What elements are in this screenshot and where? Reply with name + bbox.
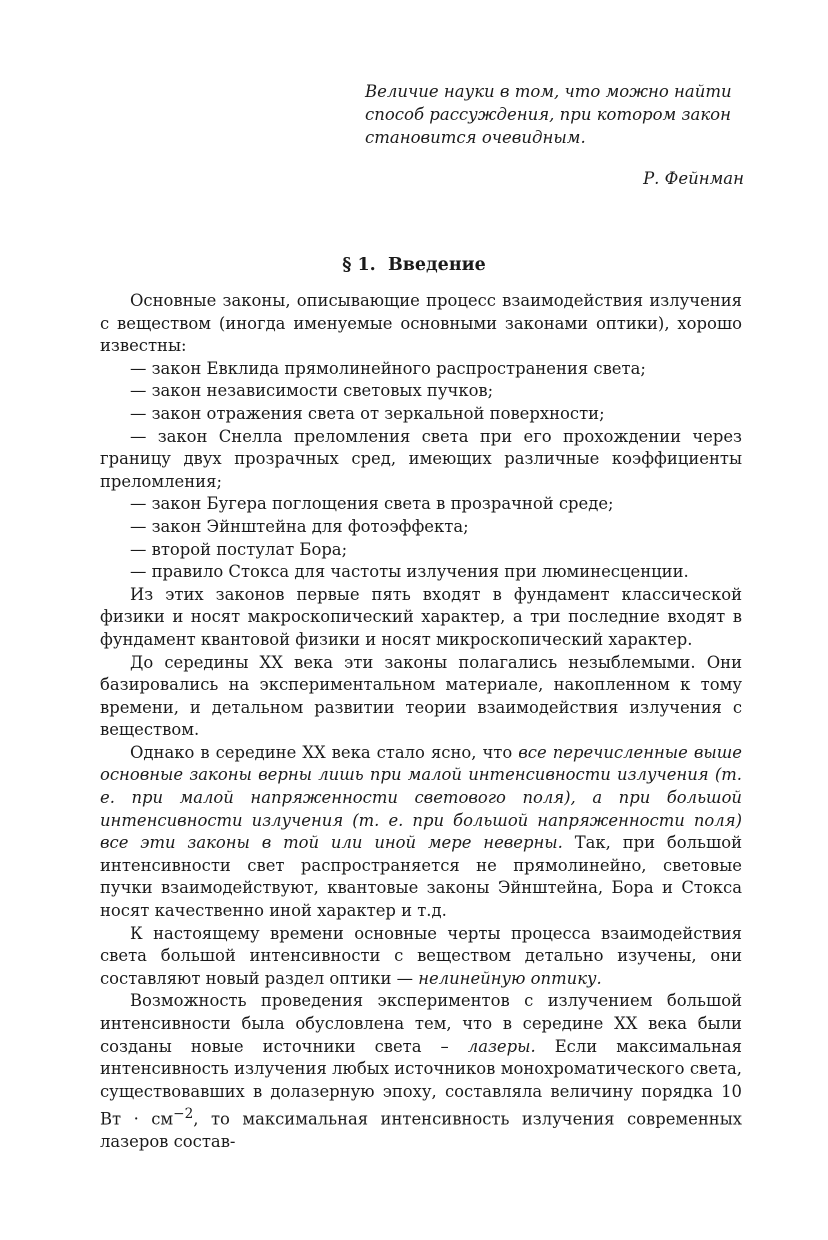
paragraph: [100, 923, 742, 991]
list-item: — правило Стокса для частоты излучения при люминесценции.: [130, 562, 689, 582]
list-item: — закон независимости световых пучков;: [130, 381, 494, 401]
list-item: — закон Снелла преломления света при его прохождении через границу двух прозрачных сред, имеющих различные коэффициенты преломления;: [100, 426, 742, 491]
paragraph: До середины XX века эти законы полагались незыблемыми. Они базировались на экспериментальном материале, накопленном к тому времени, и детальном развитии теории взаимодействия излучения с веществом.: [100, 652, 742, 740]
list-item: — закон Бугера поглощения света в прозрачной среде;: [130, 494, 614, 514]
epigraph-line: способ рассуждения, при котором закон: [365, 105, 731, 124]
list-item: — закон Эйнштейна для фотоэффекта;: [130, 516, 469, 536]
epigraph-line: Величие науки в том, что можно найти: [365, 82, 732, 101]
paragraph: Из этих законов первые пять входят в фундамент классической физики и носят макроскопический характер, а три последние входят в фундамент квантовой физики и носят микроскопический характер.: [100, 584, 742, 649]
intro-paragraph: Основные законы, описывающие процесс взаимодействия излучения с веществом (иногда именуемые основными законами оптики), хорошо известны:: [100, 291, 742, 356]
epigraph-line: становится очевидным.: [365, 128, 586, 147]
section-heading: [0, 255, 828, 275]
section-number: § 1.: [342, 255, 376, 275]
paragraph: [100, 990, 742, 1154]
para-text: Если максимальная интенсивность излучения любых источников монохроматического света, существовавших в долазерную эпоху, составляла величину порядка 10 Вт · см: [100, 1036, 742, 1129]
section-title: Введение: [387, 255, 486, 275]
para-emphasis: нелинейную оптику.: [418, 968, 602, 988]
list-item: — второй постулат Бора;: [130, 539, 348, 559]
para-emphasis: лазеры.: [467, 1036, 536, 1056]
para-text: Так, при большой интенсивности свет распространяется не прямолинейно, световые пучки взаимодействуют, квантовые законы Эйнштейна, Бора и Стокса носят качественно иной характер и т.д.: [100, 833, 742, 921]
para-text: , то максимальная интенсивность излучения современных лазеров состав-: [100, 1109, 742, 1152]
superscript: −2: [173, 1106, 194, 1123]
para-text: Возможность проведения экспериментов с излучением большой интенсивности была обусловлена тем, что в середине XX века были созданы новые источники света –: [100, 991, 742, 1056]
epigraph-author: Р. Фейнман: [643, 169, 744, 188]
paragraph: [100, 742, 742, 923]
epigraph: [365, 80, 755, 149]
body-text: [100, 290, 742, 1154]
para-text: Однако в середине XX века стало ясно, что: [130, 742, 519, 762]
list-item: — закон отражения света от зеркальной поверхности;: [130, 403, 605, 423]
para-emphasis: все перечисленные выше основные законы верны лишь при малой интенсивности излучения (т. е. при малой напряженности светового поля), а при большой интенсивности излучения (т. е. при большой напряженности поля) все эти законы в той или иной мере неверны.: [100, 742, 742, 853]
list-item: — закон Евклида прямолинейного распространения света;: [130, 358, 646, 378]
para-text: К настоящему времени основные черты процесса взаимодействия света большой интенсивности с веществом детально изучены, они составляют новый раздел оптики —: [100, 923, 742, 988]
